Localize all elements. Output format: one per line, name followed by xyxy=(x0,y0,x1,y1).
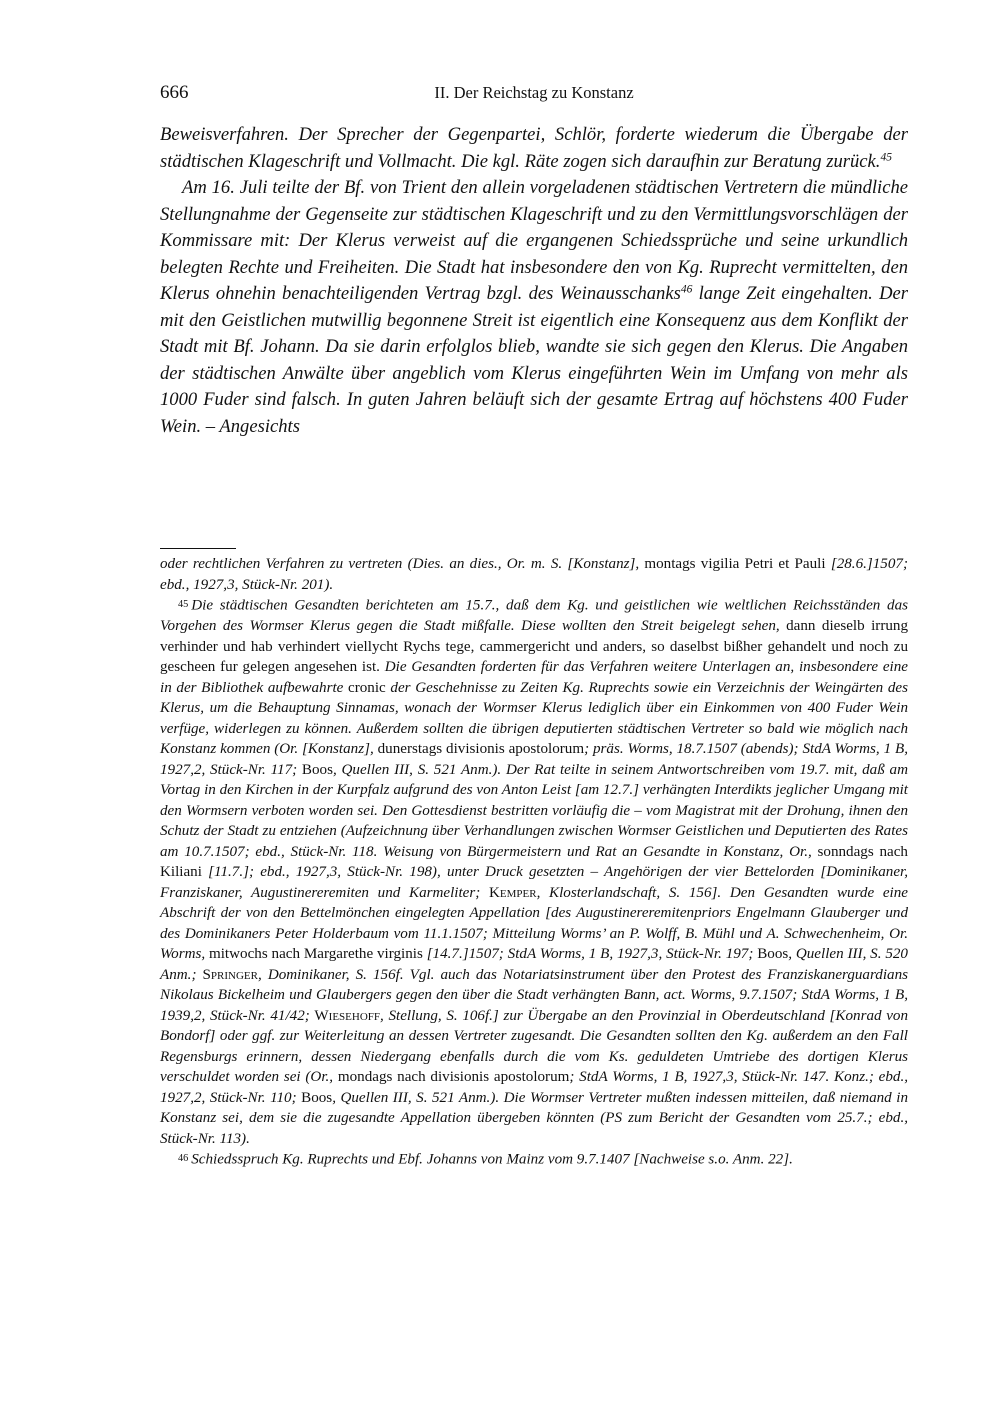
author-name: Kemper xyxy=(488,884,537,901)
author-name: Boos xyxy=(753,946,789,963)
footnote-text: Schiedsspruch Kg. Ruprechts und Ebf. Johanns von Mainz vom 9.7.1407 [Nachweise s.o. Anm. 22]. xyxy=(191,1151,793,1168)
footnotes xyxy=(160,554,908,1170)
author-name: Springer xyxy=(202,966,258,983)
paragraph xyxy=(160,175,908,440)
page-number: 666 xyxy=(160,82,189,103)
footnote-text: [28.6.]1507; ebd., 1927,3, Stück-Nr. 201). xyxy=(160,556,908,593)
footnote-number: 46 xyxy=(178,1153,189,1165)
footnote-text: [11.7.]; ebd., 1927,3, Stück-Nr. 198), unter Druck gesetzten – Angehörigen der vier Bettelorden [Dominikaner, Franziskaner, Augustinereremiten und Karmeliter; xyxy=(160,864,908,901)
footnote-text: Die Gesandten forderten für das Verfahren weitere Unterlagen an, insbesondere eine in der Bibliothek aufbewahrte xyxy=(160,659,908,696)
quotation-text: dann dieselb irrung verhinder und hab verhindert viellycht Rychs tege, cammergericht und anders, so daselbst bißher gehandelt und noch zu gescheen fur gelegen angesehen ist. xyxy=(160,618,908,676)
footnote-number: 45 xyxy=(178,599,189,610)
footnote-text: oder rechtlichen Verfahren zu vertreten (Dies. an dies., Or. m. S. [Konstanz], xyxy=(160,556,640,572)
footnote-text: ; StdA Worms, 1 B, 1927,3, Stück-Nr. 147. Konz.; ebd., 1927,2, Stück-Nr. 110; xyxy=(160,1069,908,1106)
quotation-text: mondags nach divisionis apostolorum xyxy=(333,1069,570,1086)
footnote-text: ; präs. Worms, 18.7.1507 (abends); StdA Worms, 1 B, 1927,2, Stück-Nr. 117; xyxy=(160,741,908,778)
main-text xyxy=(160,122,908,440)
footnote-46 xyxy=(160,1149,908,1170)
footnote-text: , Stellung, S. 106f.] zur Übergabe an den Provinzial in Oberdeutschland [Konrad von Bondorf] oder ggf. zur Weiterleitung an dessen Vertreter zugesandt. Die Gesandten sollten den Kg. außerdem an den Fall Regensburgs erinnern, dessen Niedergang ebenfalls durch die vom Ks. geduldeten Umtriebe des dortigen Klerus verschuldet worden sei (Or., xyxy=(160,1007,908,1086)
footnote-text: , Klosterlandschaft, S. 156]. Den Gesandten wurde eine Abschrift der von den Bettelmönchen eingelegten Appellation [des Augustinereremitenpriors Engelmann Glauberger und des Dominikaners Peter Holderbaum vom 11.1.1507; Mitteilung Worms’ an P. Wolff, B. Mühl und A. Schwechenheim, Or. Worms, xyxy=(160,884,908,963)
footnote-reference: 45 xyxy=(880,151,892,164)
footnote-text: [14.7.]1507; StdA Worms, 1 B, 1927,3, Stück-Nr. 197; xyxy=(426,946,754,963)
footnote-reference: 46 xyxy=(680,283,693,296)
footnote-text: der Geschehnisse zu Zeiten Kg. Ruprechts sowie ein Verzeichnis der Weingärten des Klerus, um die Behauptung Sinnamas, wonach der Wormser Klerus lediglich über ein Einkommen von 400 Fuder Wein verfüge, widerlegen zu können. Außerdem sollten die übrigen deputierten städtischen Vertreter so bald wie möglich nach Konstanz kommen (Or. [Konstanz], xyxy=(160,679,908,758)
footnote-separator xyxy=(160,548,236,549)
author-name: Boos xyxy=(297,761,333,778)
footnote-text: , Quellen III, S. 520 Anm.; xyxy=(160,946,908,983)
page-header xyxy=(160,82,908,108)
footnote-text: Die städtischen Gesandten berichteten am 15.7., daß dem Kg. und geistlichen wie weltlichen Reichsständen das Vorgehen des Wormser Klerus gegen die Stadt mißfalle. Diese wollten den Streit beigelegt sehen, xyxy=(160,597,908,635)
quotation-text: montags vigilia Petri et Pauli xyxy=(639,556,831,572)
paragraph xyxy=(160,122,908,175)
paragraph-text: lange Zeit eingehalten. Der mit den Geistlichen mutwillig begonnene Streit ist eigentlich eine Konsequenz aus dem Konflikt der Stadt mit Bf. Johann. Da sie darin erfolglos blieb, wandte sie sich gegen den Klerus. Die Angaben der städtischen Anwälte über angeblich vom Klerus eingeführten Wein im Umfang von mehr als 1000 Fuder sind falsch. In guten Jahren beläuft sich der gesamte Ertrag auf höchstens 400 Fuder Wein. – Angesichts xyxy=(160,283,908,437)
quotation-text: mitwochs nach Margarethe virginis xyxy=(205,946,427,963)
footnote-45 xyxy=(160,595,908,1149)
quotation-text: cronic xyxy=(343,679,391,696)
footnote-text: , Quellen III, S. 521 Anm.). Die Wormser Vertreter mußten indessen mitteilen, daß niemand in Konstanz sei, dem sie die zugesandte Appellation übergeben könnten (PS zum Bericht der Gesandten vom 25.7.; ebd., Stück-Nr. 113). xyxy=(160,1089,908,1147)
paragraph-text: Am 16. Juli teilte der Bf. von Trient den allein vorgeladenen städtischen Vertretern die mündliche Stellungnahme der Gegenseite zur städtischen Klageschrift und zu den Vermittlungsvorschlägen der Kommissare mit: Der Klerus verweist auf die ergangenen Schiedssprüche und seine urkundlich belegten Rechte und Freiheiten. Die Stadt hat insbesondere den von Kg. Ruprecht vermittelten, den Klerus ohnehin benachteiligenden Vertrag bzgl. des Weinausschanks xyxy=(160,177,908,304)
paragraph-text: Beweisverfahren. Der Sprecher der Gegenpartei, Schlör, forderte wiederum die Übergabe der städtischen Klageschrift und Vollmacht. Die kgl. Räte zogen sich daraufhin zur Beratung zurück. xyxy=(160,124,908,172)
footnote-text: , Quellen III, S. 521 Anm.). Der Rat teilte in seinem Antwortschreiben vom 19.7. mit, daß am Vortag in den Kirchen in der Kurpfalz aufgrund des von Anton Leist [am 12.7.] verhängten Interdikts jeglicher Umgang mit den Wormsern verboten worden sei. Den Gottesdienst bestritten vorläufig die – vom Magistrat mit der Drohung, ihnen den Schutz der Stadt zu entziehen (Aufzeichnung über Verhandlungen zwischen Wormser Geistlichen und Deputierten des Rates am 10.7.1507; ebd., Stück-Nr. 118. Weisung von Bürgermeistern und Rat an Gesandte in Konstanz, Or., xyxy=(160,761,908,860)
author-name: Boos xyxy=(296,1089,333,1106)
footnote-continuation xyxy=(160,554,908,595)
footnote-text: , Dominikaner, S. 156f. Vgl. auch das Notariatsinstrument über den Protest des Franziskanerguardians Nikolaus Bickelheim und Glaubergers gegen den über die Stadt verhängten Bann, act. Worms, 9.7.1507; StdA Worms, 1 B, 1939,2, Stück-Nr. 41/42; xyxy=(160,966,908,1024)
running-title: II. Der Reichstag zu Konstanz xyxy=(434,83,634,102)
quotation-text: dunerstags divisionis apostolorum xyxy=(373,741,585,758)
author-name: Wiesehoff xyxy=(314,1007,381,1024)
quotation-text: sonndags nach Kiliani xyxy=(160,843,908,881)
